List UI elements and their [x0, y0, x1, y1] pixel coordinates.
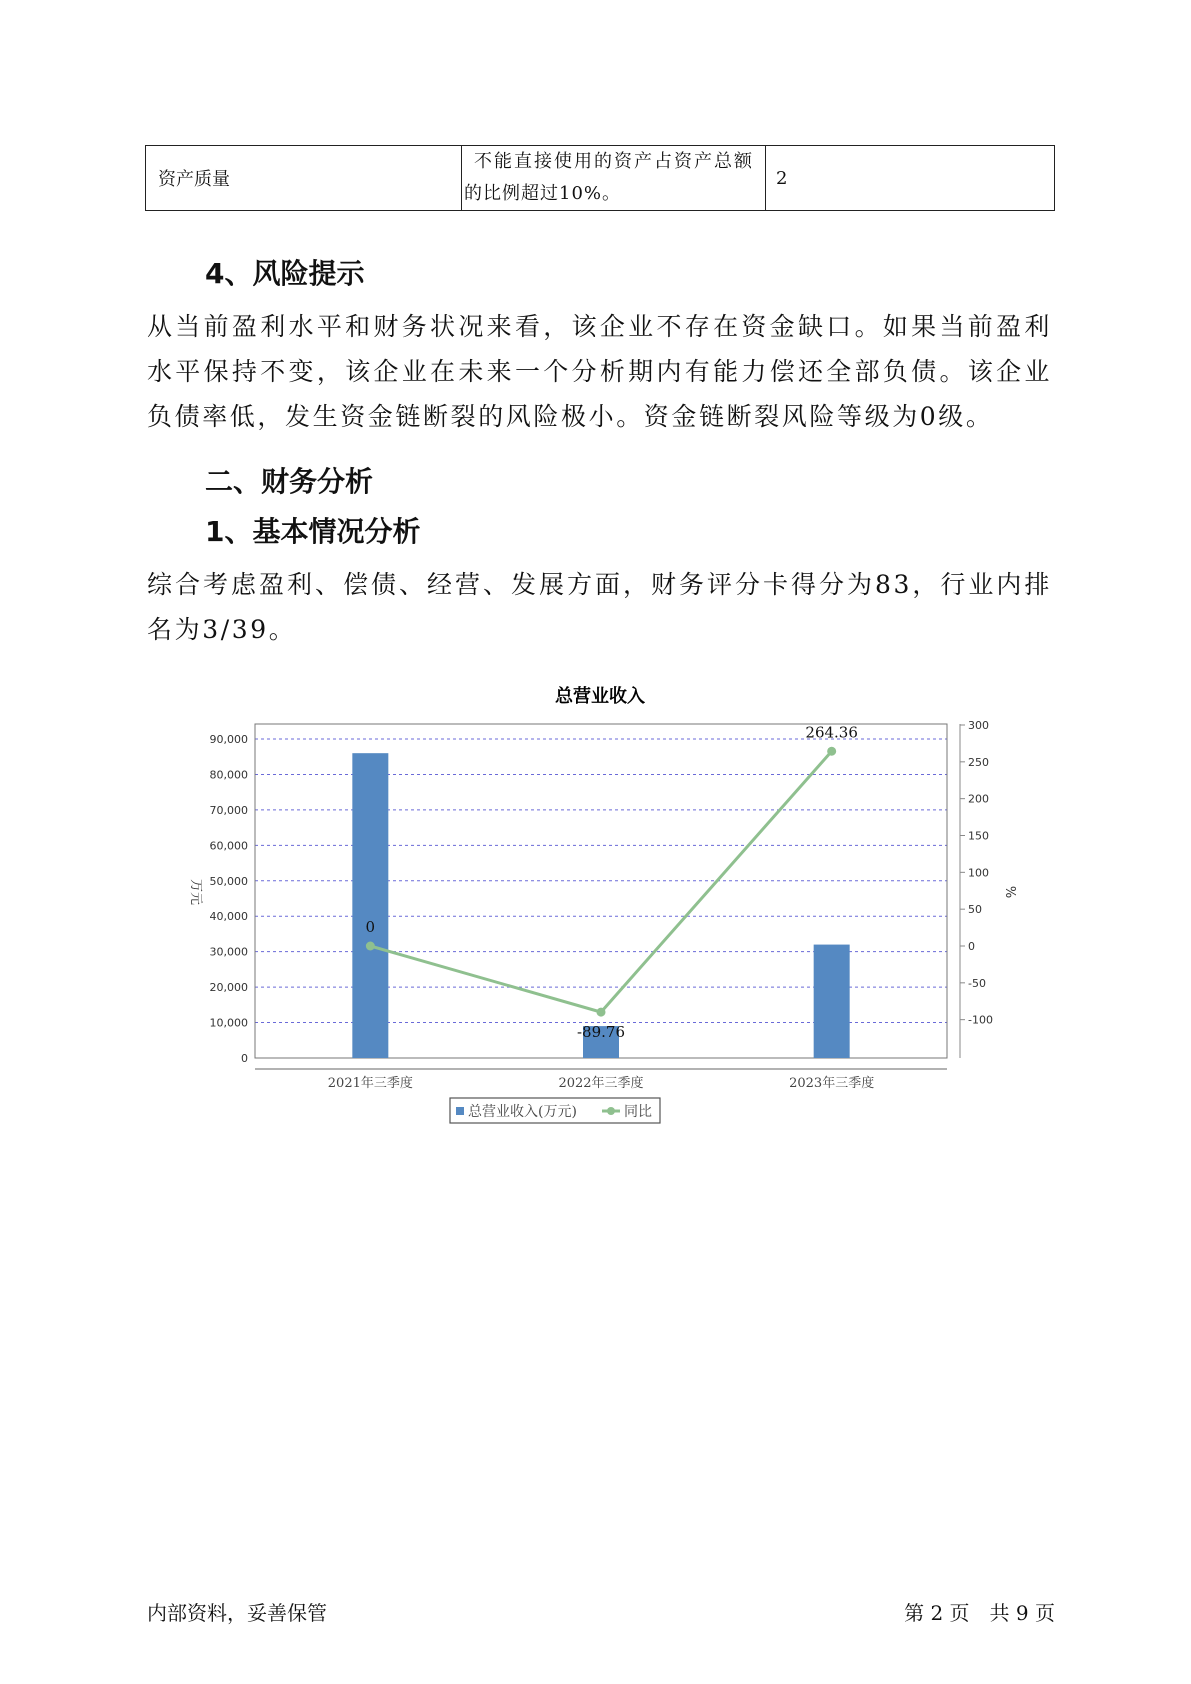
y-tick-label: 20,000	[209, 981, 248, 995]
y2-tick-label: 100	[968, 866, 989, 880]
finance-heading: 二、财务分析	[205, 465, 374, 498]
table-cell-item: 资产质量	[146, 146, 462, 211]
y2-tick-label: 200	[968, 792, 989, 806]
y2-tick-label: -50	[968, 976, 986, 990]
legend-line-label: 同比	[624, 1104, 652, 1120]
yoy-point	[366, 942, 375, 951]
y-tick-label: 10,000	[209, 1016, 248, 1030]
y2-tick-label: 150	[968, 829, 989, 843]
footer-left: 内部资料，妥善保管	[147, 1601, 327, 1625]
legend-bar-swatch	[456, 1107, 464, 1115]
basic-analysis-heading: 1、基本情况分析	[205, 515, 421, 548]
table-row	[146, 146, 1055, 211]
risk-paragraph: 从当前盈利水平和财务状况来看，该企业不存在资金缺口。如果当前盈利水平保持不变，该企业在未来一个分析期内有能力偿还全部负债。该企业负债率低，发生资金链断裂的风险极小。资金链断裂风险等级为0级。	[147, 312, 1052, 431]
y-tick-label: 30,000	[209, 945, 248, 959]
y2-tick-label: 300	[968, 719, 989, 732]
y2-axis-label: %	[1002, 885, 1017, 899]
table-cell-criterion	[462, 146, 766, 211]
y-tick-label: 80,000	[209, 768, 248, 782]
y-tick-label: 90,000	[209, 733, 248, 746]
x-tick-label: 2022年三季度	[558, 1076, 644, 1091]
line-series	[366, 723, 858, 1041]
legend-line-marker	[607, 1107, 615, 1115]
revenue-chart	[170, 680, 1030, 1130]
criterion-line-1: 不能直接使用的资产占资产总额	[474, 151, 754, 172]
footer-page-number: 第 2 页 共 9 页	[904, 1601, 1055, 1625]
x-tick-label: 2023年三季度	[789, 1076, 875, 1091]
criterion-line-2: 的比例超过10%。	[464, 183, 622, 204]
y-tick-label: 70,000	[209, 803, 248, 817]
yoy-point	[597, 1008, 606, 1017]
y-tick-label: 50,000	[209, 874, 248, 888]
yoy-point	[827, 747, 836, 756]
y2-tick-label: 50	[968, 903, 982, 917]
yoy-line	[370, 751, 831, 1012]
yoy-data-label: 0	[365, 918, 376, 936]
y-tick-label: 40,000	[209, 910, 248, 924]
bar	[814, 945, 850, 1058]
legend-bar-label: 总营业收入(万元)	[468, 1104, 577, 1120]
chart-title: 总营业收入	[555, 686, 645, 707]
y-tick-label: 0	[241, 1052, 248, 1065]
y2-tick-label: -100	[968, 1013, 993, 1027]
y-tick-label: 60,000	[209, 839, 248, 853]
yoy-data-label: -89.76	[576, 1023, 626, 1042]
finance-paragraph: 综合考虑盈利、偿债、经营、发展方面，财务评分卡得分为83，行业内排名为3/39。	[147, 570, 1052, 644]
y2-tick-label: 250	[968, 755, 989, 769]
table-cell-score: 2	[766, 146, 1055, 211]
y2-tick-label: 0	[968, 940, 975, 953]
bar	[352, 753, 388, 1058]
asset-quality-table	[145, 145, 1055, 211]
y-axis-label: 万元	[188, 878, 203, 906]
yoy-data-label: 264.36	[805, 723, 858, 742]
x-tick-label: 2021年三季度	[327, 1076, 413, 1091]
chart-legend	[450, 1098, 660, 1123]
risk-heading: 4、风险提示	[205, 257, 365, 290]
